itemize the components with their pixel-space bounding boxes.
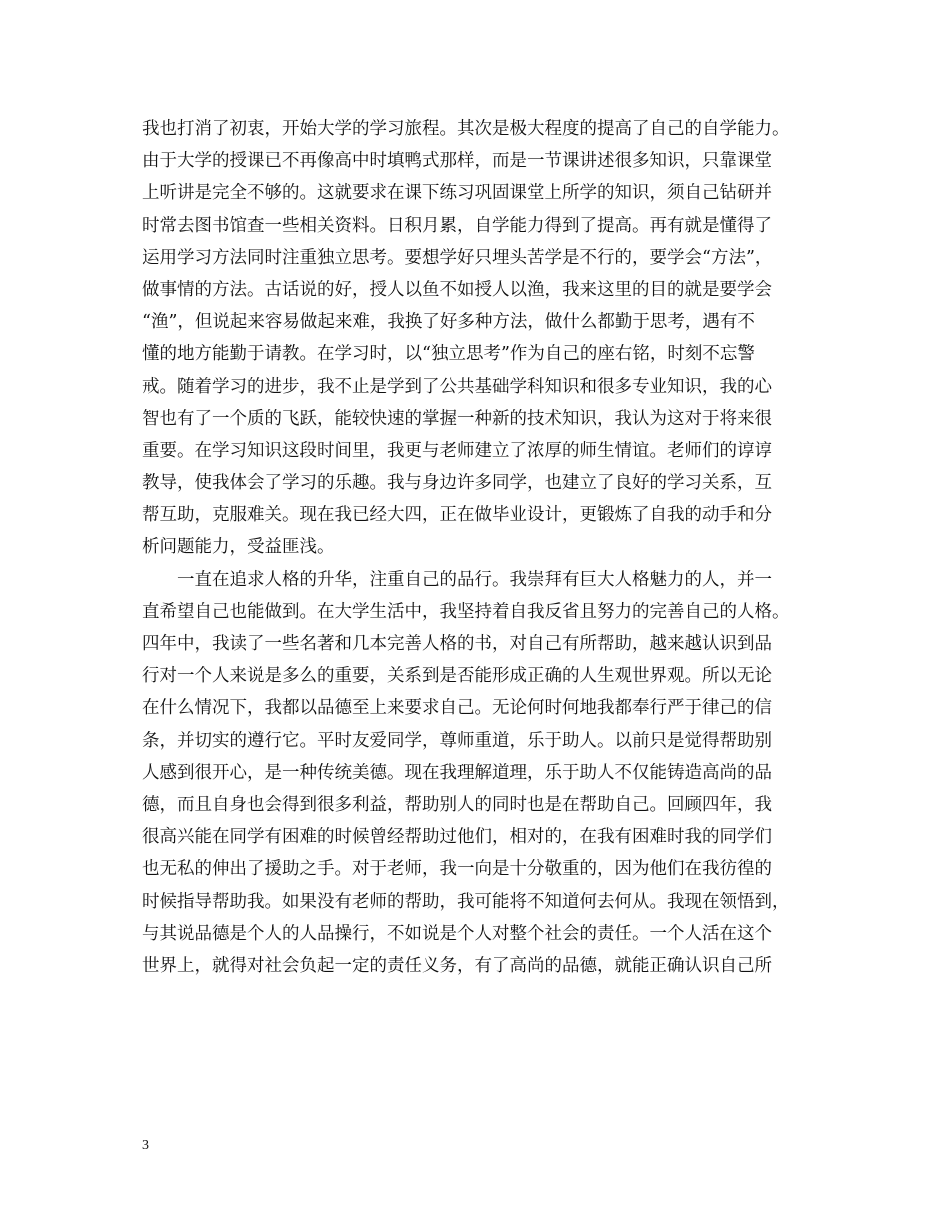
text-line: 很高兴能在同学有困难的时候曾经帮助过他们，相对的，在我有困难时我的同学们 (142, 827, 772, 848)
text-line: 上听讲是完全不够的。这就要求在课下练习巩固课堂上所学的知识，须自己钻研并 (142, 183, 772, 204)
text-line: 在什么情况下，我都以品德至上来要求自己。无论何时何地我都奉行严于律己的信 (142, 698, 772, 719)
text-line: 行对一个人来说是多么的重要，关系到是否能形成正确的人生观世界观。所以无论 (142, 666, 772, 687)
text-line: 也无私的伸出了援助之手。对于老师，我一向是十分敬重的，因为他们在我彷徨的 (142, 859, 772, 880)
body-text (142, 113, 822, 982)
text-line: 与其说品德是个人的人品操行，不如说是个人对整个社会的责任。一个人活在这个 (142, 923, 772, 944)
page-number: 3 (142, 1138, 149, 1153)
text-line: “渔”，但说起来容易做起来难，我换了好多种方法，做什么都勤于思考，遇有不 (142, 312, 755, 333)
paragraph-start-line: 一直在追求人格的升华，注重自己的品行。我崇拜有巨大人格魅力的人，并一 (177, 569, 772, 590)
text-line: 我也打消了初衷，开始大学的学习旅程。其次是极大程度的提高了自己的自学能力。 (142, 119, 790, 139)
text-line: 帮互助，克服难关。现在我已经大四，正在做毕业设计，更锻炼了自我的动手和分 (142, 505, 772, 526)
text-line: 重要。在学习知识这段时间里，我更与老师建立了浓厚的师生情谊。老师们的谆谆 (142, 440, 772, 461)
text-line: 时常去图书馆查一些相关资料。日积月累，自学能力得到了提高。再有就是懂得了 (142, 215, 772, 236)
text-line: 时候指导帮助我。如果没有老师的帮助，我可能将不知道何去何从。我现在领悟到， (142, 891, 790, 912)
text-line: 由于大学的授课已不再像高中时填鸭式那样，而是一节课讲述很多知识，只靠课堂 (142, 151, 772, 172)
text-line: 教导，使我体会了学习的乐趣。我与身边许多同学，也建立了良好的学习关系，互 (142, 473, 772, 494)
text-line: 直希望自己也能做到。在大学生活中，我坚持着自我反省且努力的完善自己的人格。 (142, 601, 790, 622)
text-line: 做事情的方法。古话说的好，授人以鱼不如授人以渔，我来这里的目的就是要学会 (142, 279, 772, 300)
text-line: 智也有了一个质的飞跃，能较快速的掌握一种新的技术知识，我认为这对于将来很 (142, 408, 772, 429)
text-line: 析问题能力，受益匪浅。 (142, 537, 335, 558)
text-line: 条，并切实的遵行它。平时友爱同学，尊师重道，乐于助人。以前只是觉得帮助别 (142, 730, 772, 751)
text-line: 运用学习方法同时注重独立思考。要想学好只埋头苦学是不行的，要学会“方法”， (142, 247, 773, 268)
text-line: 德，而且自身也会得到很多利益，帮助别人的同时也是在帮助自己。回顾四年，我 (142, 794, 772, 815)
text-line: 四年中，我读了一些名著和几本完善人格的书，对自己有所帮助，越来越认识到品 (142, 634, 772, 654)
text-line: 人感到很开心，是一种传统美德。现在我理解道理，乐于助人不仅能铸造高尚的品 (142, 762, 772, 783)
text-line: 戒。随着学习的进步，我不止是学到了公共基础学科知识和很多专业知识，我的心 (142, 376, 772, 397)
text-line: 懂的地方能勤于请教。在学习时，以“独立思考”作为自己的座右铭，时刻不忘警 (142, 344, 755, 365)
text-line: 世界上，就得对社会负起一定的责任义务，有了高尚的品德，就能正确认识自己所 (142, 955, 772, 976)
